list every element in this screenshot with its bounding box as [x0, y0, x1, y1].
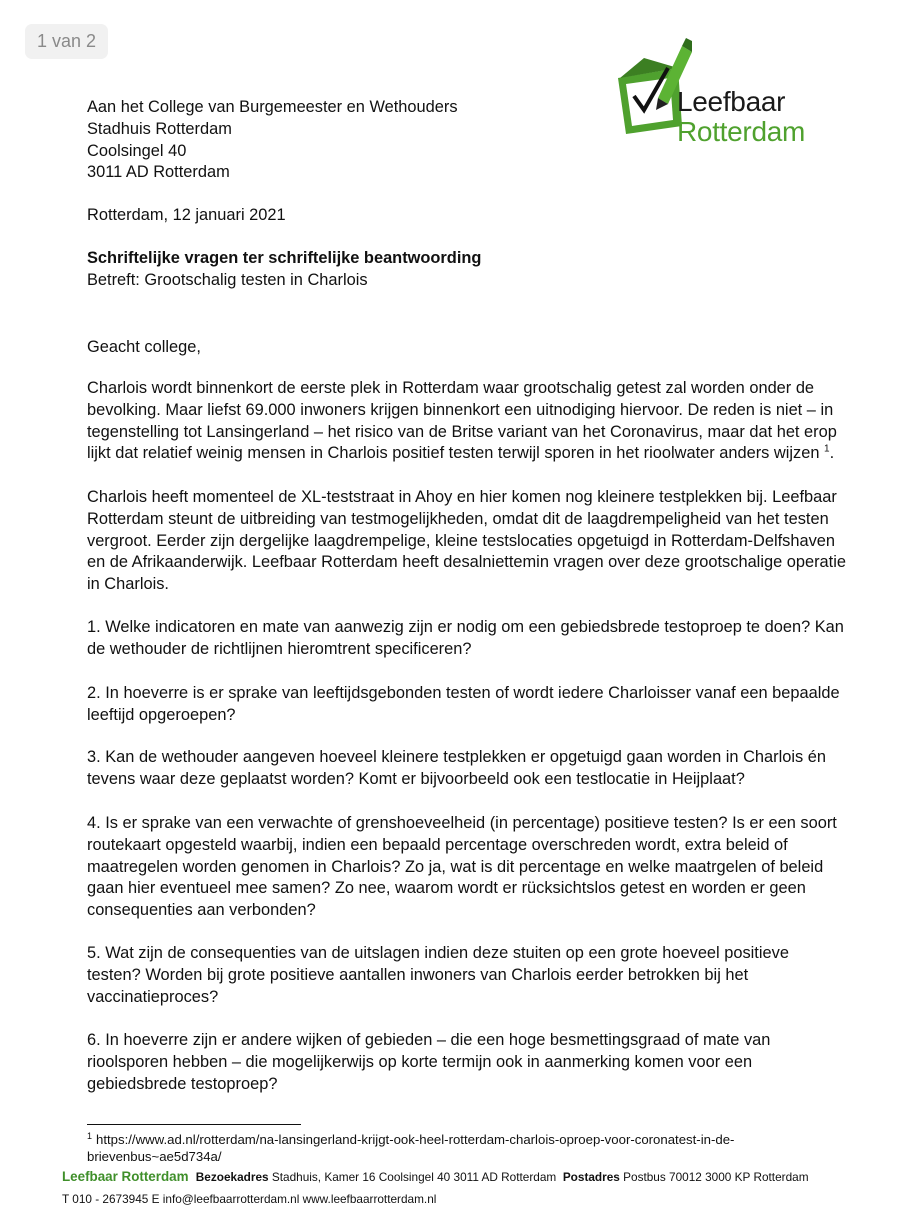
footnote-divider	[87, 1124, 301, 1125]
letterhead-footer	[62, 1169, 892, 1184]
address-line: Stadhuis Rotterdam	[87, 119, 232, 138]
address-line: Aan het College van Burgemeester en Wethouders	[87, 98, 458, 116]
footnote-number: 1	[87, 1130, 93, 1141]
leefbaar-rotterdam-logo	[612, 38, 817, 148]
page-indicator: 1 van 2	[25, 24, 108, 59]
footer-post-address: Postbus 70012 3000 KP Rotterdam	[623, 1170, 809, 1184]
footer-post-label: Postadres	[562, 1170, 620, 1184]
footer-brand: Leefbaar Rotterdam	[62, 1169, 189, 1184]
paragraph-intro	[87, 378, 847, 465]
recipient-address	[87, 97, 458, 184]
question-4: 4. Is er sprake van een verwachte of grenshoeveelheid (in percentage) positieve testen? Is er een soort routekaart opgesteld waarbij, indien een bepaald percentage overschreden wordt, extra beleid of maatregelen worden genomen in Charlois? Zo ja, wat is dit percentage en welke maatrgelen of beleid gaan hier eventueel mee samen? Zo nee, waarom wordt er rücksichtslos getest en worden er geen consequenties aan verbonden?	[87, 814, 837, 920]
question-5: 5. Wat zijn de consequenties van de uitslagen indien deze stuiten op een grote hoeveel positieve testen? Worden bij grote positieve aantallen inwoners van Charlois eerder betrokken bij het vaccinatieproces?	[87, 944, 789, 1006]
paragraph-text: Charlois wordt binnenkort de eerste plek in Rotterdam waar grootschalig getest zal worden onder de bevolking. Maar liefst 69.000 inwoners krijgen binnenkort een uitnodiging hiervoor. De reden is niet – in tegenstelling tot Lansingerland – het risico van de Britse variant van het Coronavirus, maar dat het erop lijkt dat relatief weinig mensen in Charlois positief testen terwijl sporen in het rioolwater anders wijzen	[87, 379, 837, 463]
footer-visit-address: Stadhuis, Kamer 16 Coolsingel 40 3011 AD Rotterdam	[271, 1170, 557, 1184]
footer-visit-label: Bezoekadres	[195, 1170, 269, 1184]
paragraph-end: .	[829, 444, 835, 463]
question-2: 2. In hoeverre is er sprake van leeftijdsgebonden testen of wordt iedere Charloisser vanaf een bepaalde leeftijd opgeroepen?	[87, 684, 840, 724]
salutation: Geacht college,	[87, 338, 201, 356]
question-3: 3. Kan de wethouder aangeven hoeveel kleinere testplekken er opgetuigd gaan worden in Charlois én tevens waar deze geplaatst worden? Komt er bijvoorbeeld ook een testlocatie in Heijplaat?	[87, 748, 827, 788]
question-1: 1. Welke indicatoren en mate van aanwezig zijn er nodig om een gebiedsbrede testoproep te doen? Kan de wethouder de richtlijnen hieromtrent specificeren?	[87, 618, 844, 658]
footnote-url[interactable]: https://www.ad.nl/rotterdam/na-lansingerland-krijgt-ook-heel-rotterdam-charlois-oproep-voor-coronatest-in-de-brievenbus~ae5d734a/	[87, 1132, 735, 1164]
subject-title: Schriftelijke vragen ter schriftelijke beantwoording	[87, 249, 482, 267]
address-line: Coolsingel 40	[87, 141, 187, 160]
paragraph-context: Charlois heeft momenteel de XL-teststraat in Ahoy en hier komen nog kleinere testplekken bij. Leefbaar Rotterdam steunt de uitbreiding van testmogelijkheden, omdat dit de laagdrempeligheid van het testen vergroot. Eerder zijn dergelijke laagdrempelige, kleine testslocaties opgetuigd in Rotterdam-Delfshaven en de Afrikaanderwijk. Leefbaar Rotterdam heeft desalniettemin vragen over deze grootschalige operatie in Charlois.	[87, 488, 846, 594]
address-line: 3011 AD Rotterdam	[87, 163, 230, 182]
subject-regarding: Betreft: Grootschalig testen in Charlois	[87, 270, 368, 289]
question-6: 6. In hoeverre zijn er andere wijken of gebieden – die een hoge besmettingsgraad of mate van rioolsporen hebben – die mogelijkerwijs op korte termijn ook in aanmerking komen voor een gebiedsbrede testoproep?	[87, 1031, 771, 1093]
footer-contact: T 010 - 2673945 E info@leefbaarrotterdam.nl www.leefbaarrotterdam.nl	[62, 1192, 437, 1206]
footnote	[87, 1131, 847, 1165]
footnote-reference: 1	[824, 443, 830, 455]
subject-block	[87, 248, 481, 292]
logo-word-leefbaar: Leefbaar	[677, 86, 786, 117]
logo-word-rotterdam: Rotterdam	[677, 116, 806, 147]
letter-date: Rotterdam, 12 januari 2021	[87, 206, 286, 224]
